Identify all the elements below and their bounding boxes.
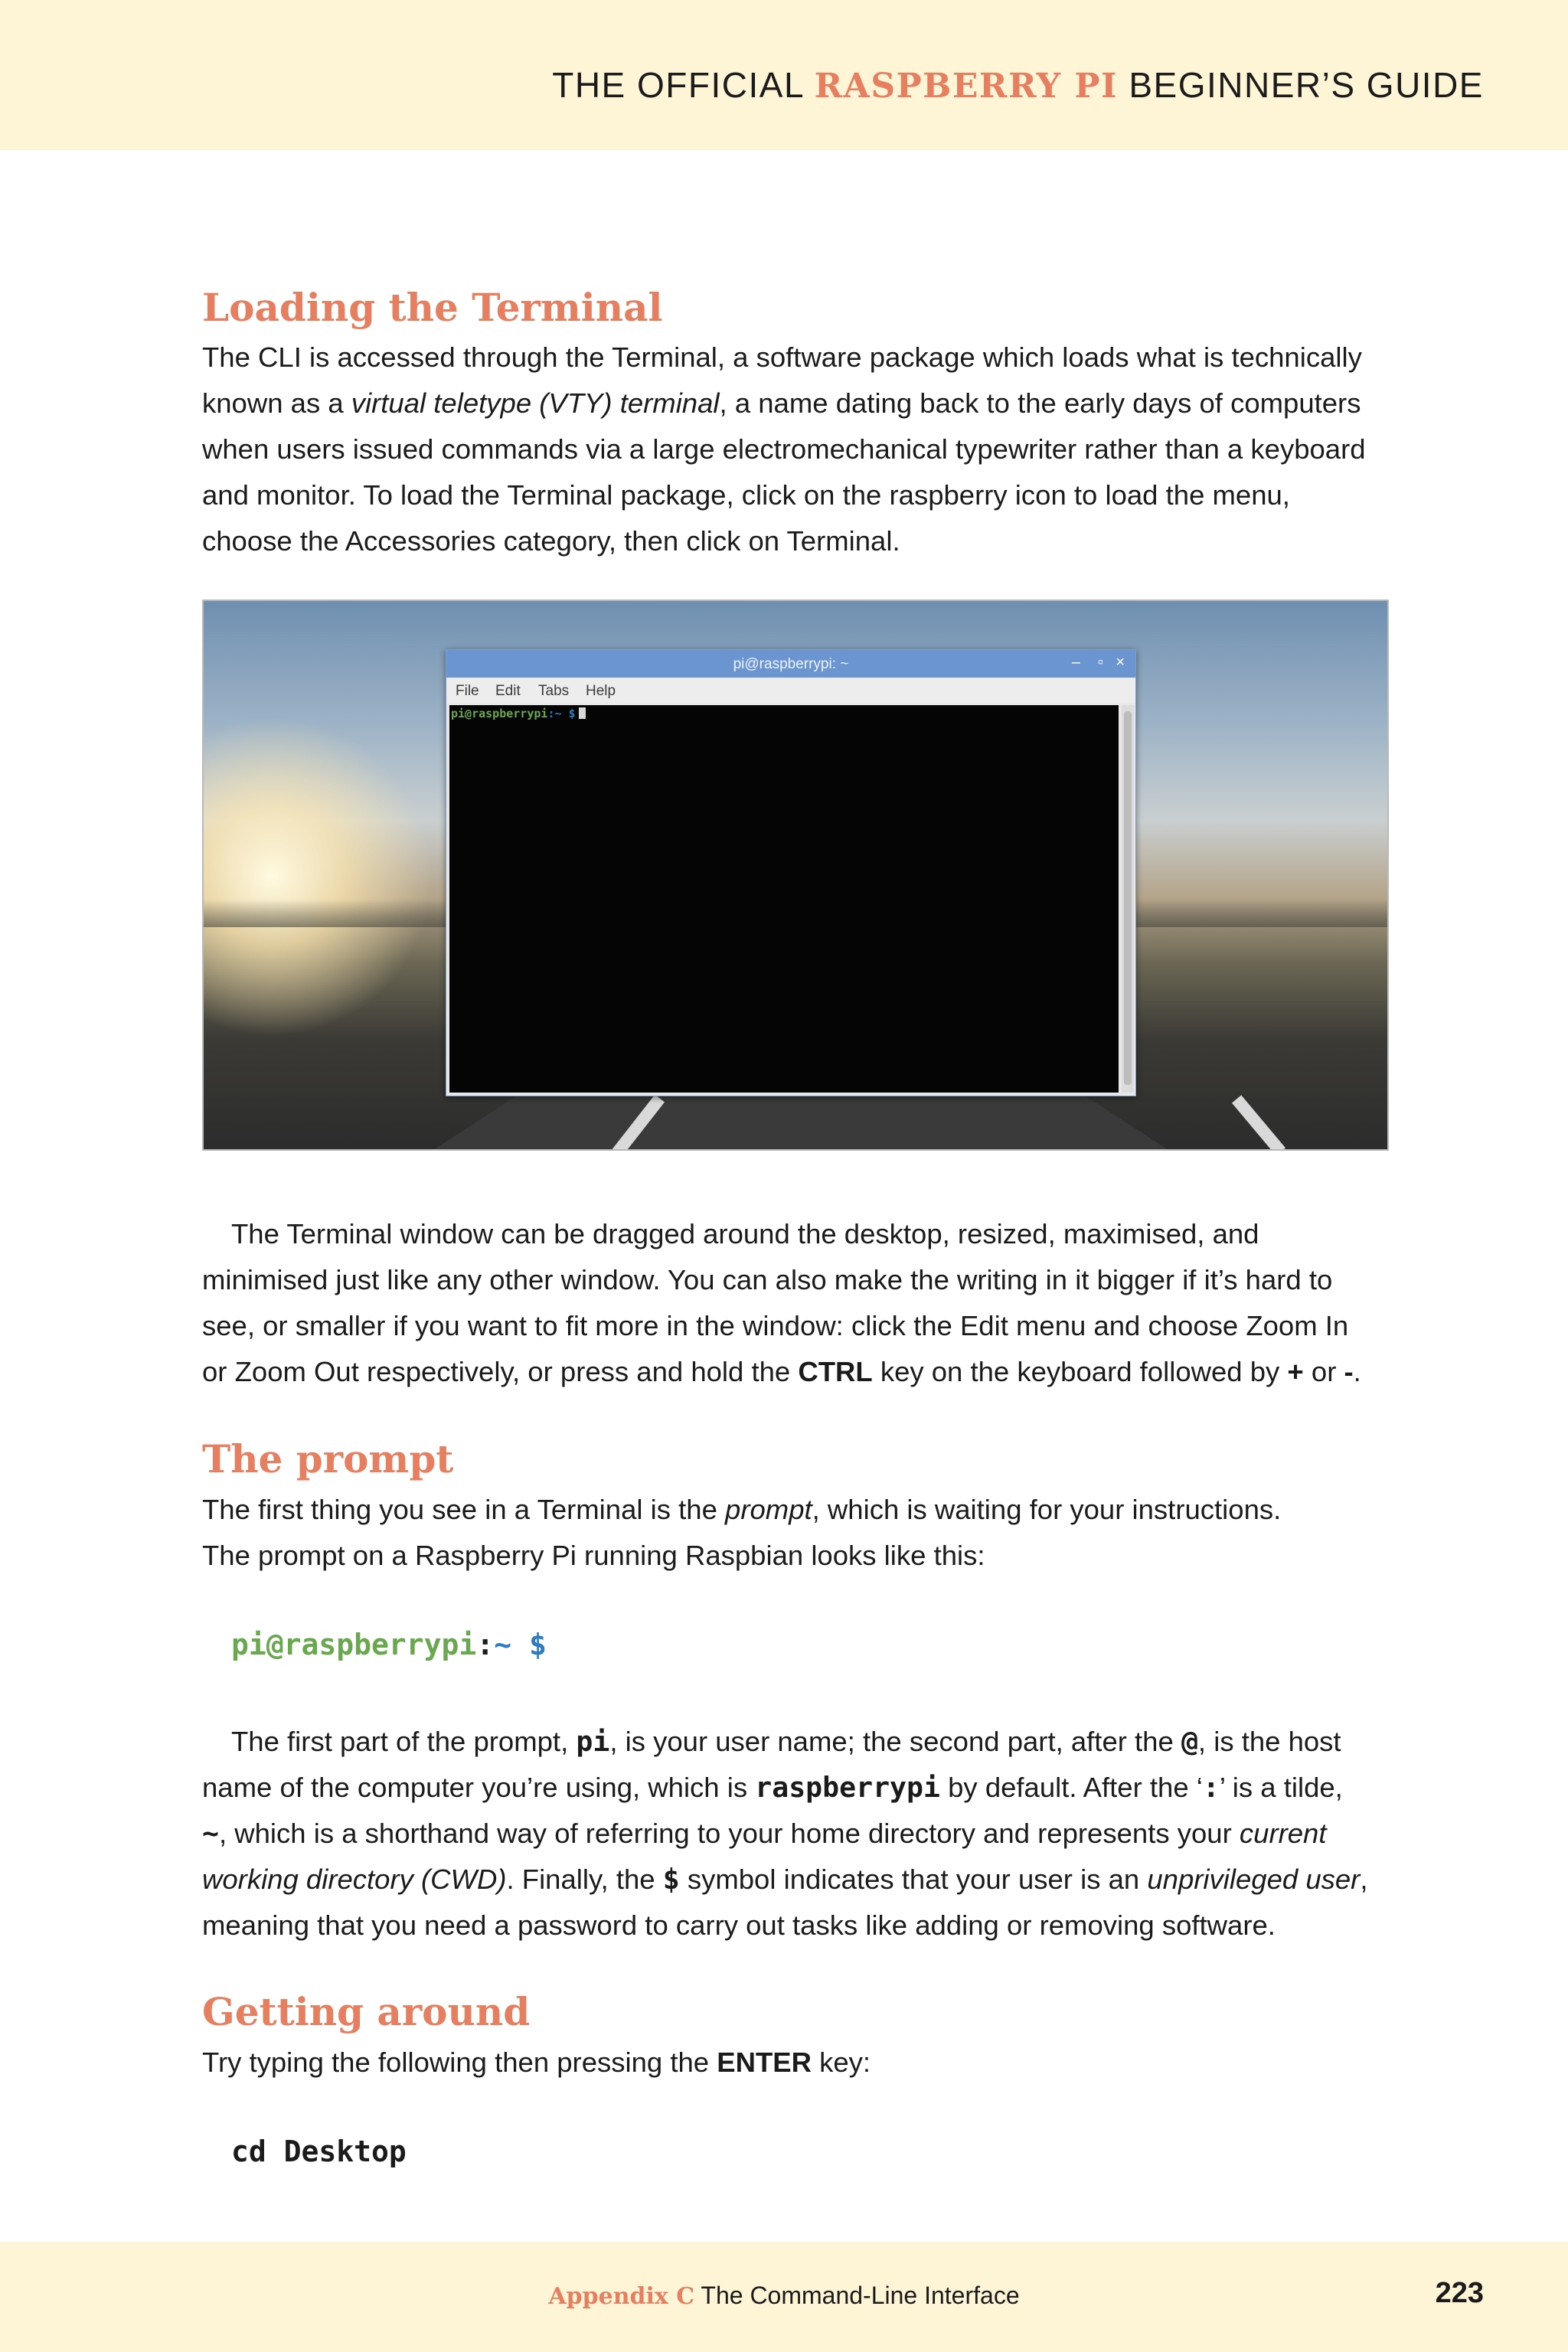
- text-line: The CLI is accessed through the Terminal, a software package which loads what is technically: [202, 341, 1362, 373]
- sun-glow: [202, 716, 433, 1037]
- book-title-suffix: BEGINNER’S GUIDE: [1118, 65, 1484, 105]
- text-line: ~, which is a shorthand way of referring to your home directory and represents your current: [202, 1817, 1327, 1850]
- text-line: Try typing the following then pressing the ENTER key:: [202, 2047, 871, 2078]
- text-line: known as a virtual teletype (VTY) terminal, a name dating back to the early days of computers: [202, 387, 1361, 419]
- minimize-icon[interactable]: –: [1071, 654, 1080, 671]
- footer-appendix: Appendix C: [548, 2283, 695, 2310]
- paragraph-terminal-window: [202, 1211, 1396, 1395]
- heading-loading-terminal: Loading the Terminal: [202, 285, 663, 330]
- menu-tabs[interactable]: Tabs: [538, 683, 570, 699]
- book-title-prefix: THE OFFICIAL: [552, 65, 815, 105]
- terminal-menubar: [446, 678, 1135, 704]
- paragraph-loading-terminal: [202, 335, 1396, 564]
- paragraph-prompt-explained: [202, 1719, 1396, 1949]
- text-line: The first thing you see in a Terminal is the prompt, which is waiting for your instructions.: [202, 1494, 1282, 1525]
- road-marking: [1232, 1095, 1285, 1151]
- text-line: meaning that you need a password to carry out tasks like adding or removing software.: [202, 1909, 1276, 1941]
- text-line: when users issued commands via a large electromechanical typewriter rather than a keyboard: [202, 433, 1366, 465]
- text-line: working directory (CWD). Finally, the $ symbol indicates that your user is an unprivileged user,: [202, 1863, 1368, 1896]
- terminal-title: pi@raspberrypi: ~: [733, 656, 849, 672]
- close-icon[interactable]: ×: [1116, 654, 1125, 671]
- code-cd-desktop: cd Desktop: [231, 2135, 407, 2168]
- book-title: [552, 64, 1484, 106]
- paragraph-the-prompt: [202, 1487, 1396, 1579]
- menu-edit[interactable]: Edit: [495, 683, 521, 699]
- terminal-screenshot: [202, 599, 1389, 1151]
- text-line: The Terminal window can be dragged around the desktop, resized, maximised, and: [231, 1218, 1259, 1250]
- footer-chapter: [0, 2282, 1568, 2310]
- book-title-accent: RASPBERRY PI: [814, 67, 1119, 106]
- text-line: The prompt on a Raspberry Pi running Raspbian looks like this:: [202, 1540, 985, 1571]
- menu-file[interactable]: File: [456, 683, 479, 699]
- vty-term: virtual teletype (VTY) terminal: [351, 387, 720, 419]
- heading-getting-around: Getting around: [202, 1989, 531, 2034]
- page-number: 223: [1435, 2277, 1484, 2309]
- footer-chapter-title: The Command-Line Interface: [694, 2282, 1020, 2309]
- menu-help[interactable]: Help: [586, 683, 616, 699]
- text-line: choose the Accessories category, then click on Terminal.: [202, 525, 900, 557]
- text-line: minimised just like any other window. You can also make the writing in it bigger if it’s hard to: [202, 1264, 1333, 1295]
- cursor: [579, 707, 586, 719]
- paragraph-getting-around: [202, 2040, 1396, 2086]
- terminal-screen[interactable]: [449, 705, 1119, 1093]
- ctrl-key: CTRL: [798, 1356, 873, 1387]
- page-footer: [0, 2242, 1568, 2352]
- terminal-titlebar[interactable]: [446, 650, 1135, 678]
- heading-the-prompt: The prompt: [202, 1436, 454, 1481]
- text-line: or Zoom Out respectively, or press and hold the CTRL key on the keyboard followed by + or -.: [202, 1356, 1361, 1387]
- terminal-scrollbar[interactable]: [1122, 705, 1134, 1093]
- text-line: and monitor. To load the Terminal package, click on the raspberry icon to load the menu,: [202, 479, 1290, 511]
- prompt-example: pi@raspberrypi:~ $: [231, 1628, 547, 1661]
- terminal-prompt: pi@raspberrypi:~ $: [451, 707, 586, 720]
- scrollbar-thumb[interactable]: [1124, 711, 1132, 1085]
- maximize-icon[interactable]: ▫: [1097, 654, 1103, 671]
- page-header: [0, 0, 1568, 150]
- text-line: The first part of the prompt, pi, is your user name; the second part, after the @, is the host: [231, 1725, 1341, 1758]
- terminal-window[interactable]: [446, 649, 1136, 1096]
- enter-key: ENTER: [717, 2047, 812, 2078]
- text-line: name of the computer you’re using, which is raspberrypi by default. After the ‘:’ is a tilde,: [202, 1771, 1343, 1804]
- text-line: see, or smaller if you want to fit more in the window: click the Edit menu and choose Zoom In: [202, 1310, 1349, 1341]
